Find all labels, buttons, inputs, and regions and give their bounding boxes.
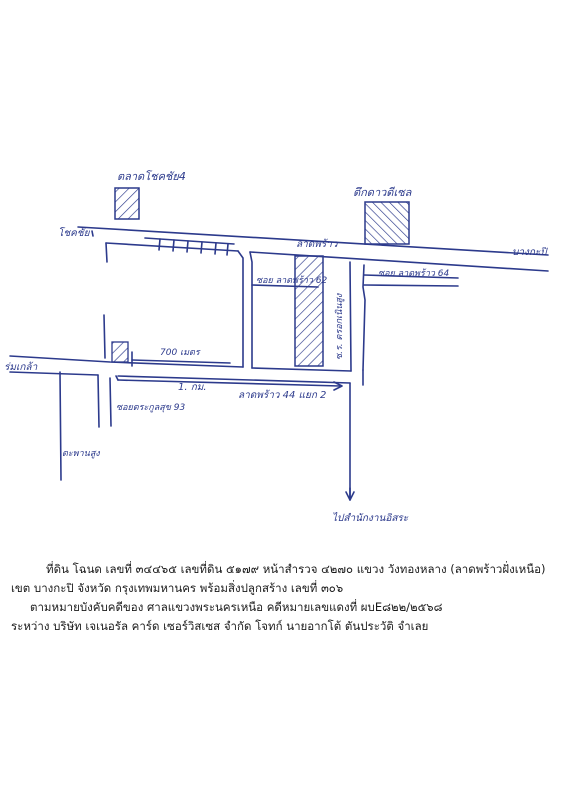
label-distance-1km: 1. กม.	[178, 382, 207, 393]
property-caption	[0, 560, 566, 636]
label-soi-vertical: ซ.ร. ตรอกเนินสูง	[335, 293, 345, 360]
label-small-left: ตะพานสูง	[62, 449, 100, 459]
label-top-left-landmark: ตลาดโชคชัย4	[117, 170, 186, 183]
landmark-box-top-left	[115, 188, 139, 219]
caption-line-3: ตามหมายบังคับคดีของ ศาลแขวงพระนครเหนือ คดีหมายเลขแดงที่ ผบE๘๒๒/๒๕๖๘	[30, 600, 443, 614]
landmark-box-top-right	[365, 202, 409, 244]
label-bottom: ไปสำนักงานอิสระ	[332, 513, 409, 524]
road-to-bottom	[346, 370, 363, 500]
property-plot	[295, 256, 323, 366]
label-soi-64: ซอย ลาดพร้าว 64	[378, 269, 450, 279]
caption-line-2: เขต บางกะปิ จังหวัด กรุงเทพมหานคร พร้อมสิ่งปลูกสร้าง เลขที่ ๓๐๖	[11, 581, 344, 595]
caption-line-4: ระหว่าง บริษัท เจเนอรัล คาร์ด เซอร์วิสเซส จำกัด โจทก์ นายอากโต้ ตันประวัติ จำเลย	[11, 619, 429, 633]
label-distance-700: 700 เมตร	[160, 348, 200, 358]
left-vertical-road	[92, 231, 107, 262]
label-road-left-bottom: ร่มเกล้า	[4, 362, 38, 373]
label-soi-left-lower: ซอยตระกูลสุข 93	[116, 403, 186, 413]
label-ladprao-junction: ลาดพร้าว 44 แยก 2	[238, 390, 327, 401]
small-plot-left	[112, 342, 128, 362]
label-soi-62: ซอย ลาดพร้าว 62	[256, 276, 328, 286]
caption-line-1: ที่ดิน โฉนด เลขที่ ๓๔๔๖๕ เลขที่ดิน ๕๑๗๙ หน้าสำรวจ ๔๒๗๐ แขวง วังทองหลาง (ลาดพร้าวฝั่งเหนือ)	[46, 562, 546, 576]
label-top-right-landmark: ตึกดาวดีเซล	[353, 186, 412, 199]
label-road-right: บางกะปิ	[512, 247, 547, 258]
label-road-main: ลาดพร้าว	[296, 239, 338, 250]
connector-road	[238, 251, 243, 367]
label-road-left-top: โชคชัย	[58, 228, 90, 239]
